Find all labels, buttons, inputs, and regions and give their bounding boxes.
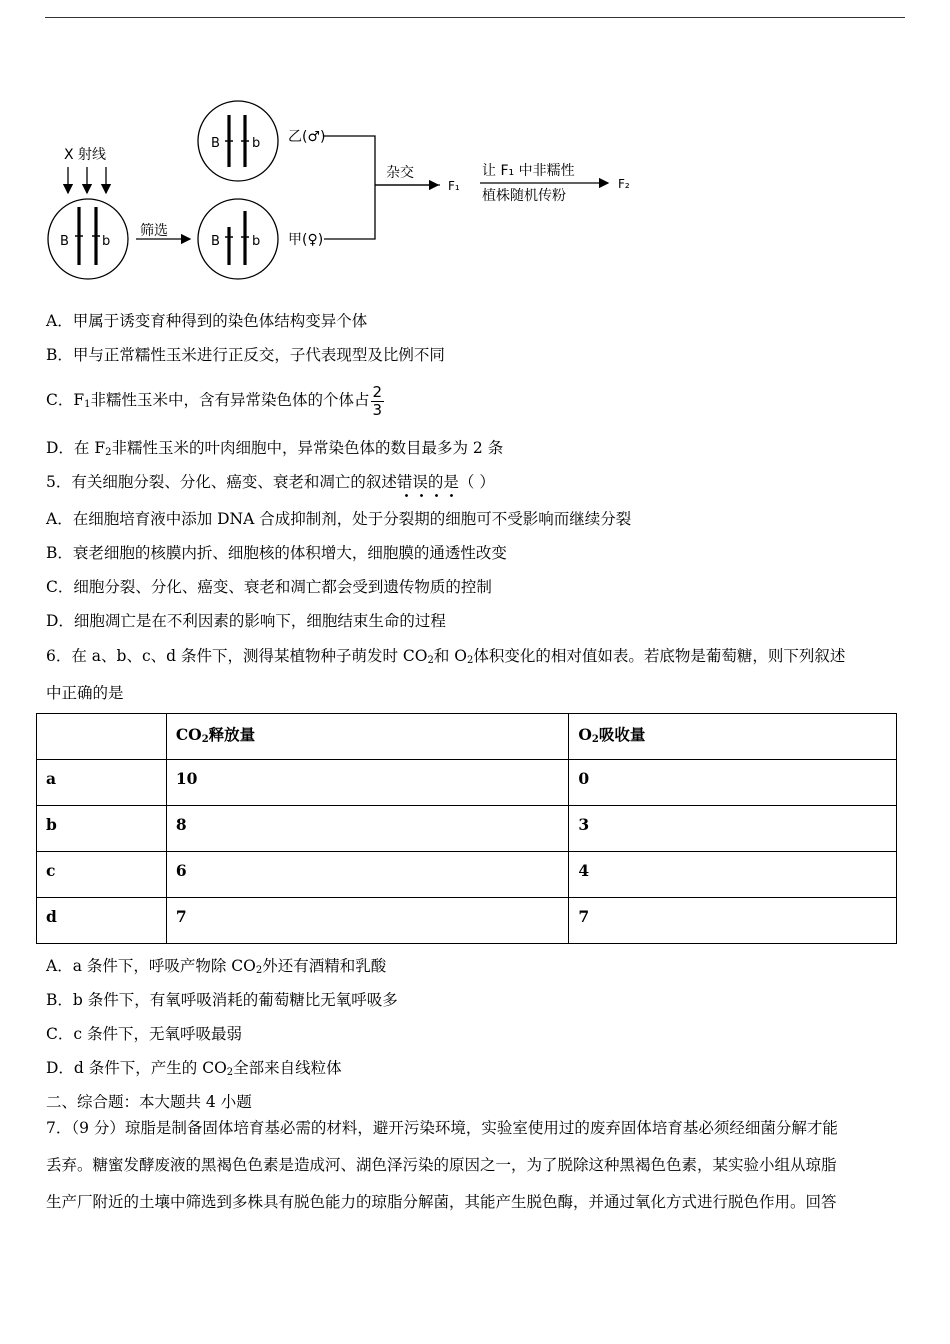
q4-option-b: B．甲与正常糯性玉米进行正反交，子代表现型及比例不同 — [46, 346, 445, 364]
table-header-o2 — [569, 714, 897, 760]
table-header-co2 — [166, 714, 569, 760]
cell-yi — [198, 101, 278, 181]
q6-option-c: C．c 条件下，无氧呼吸最弱 — [46, 1025, 242, 1043]
q6-option-d-text: D．d 条件下，产生的 CO — [46, 1059, 227, 1077]
step-line1: 让 F₁ 中非糯性 — [482, 163, 575, 179]
table-cell-co2: 10 — [166, 760, 569, 806]
table-header-cell — [37, 714, 167, 760]
q5-emphasis: 错误的是 — [396, 473, 459, 491]
q4-option-d — [46, 438, 503, 463]
header-text: O — [578, 725, 592, 744]
table-header-row — [37, 714, 897, 760]
q6-stem-text: 和 O — [433, 647, 467, 665]
q7-line: 丢弃。糖蜜发酵废液的黑褐色色素是造成河、湖色泽污染的原因之一，为了脱除这种黑褐色色素，某实验小组从琼脂 — [46, 1156, 837, 1174]
allele-b: b — [252, 136, 261, 151]
header-text: 吸收量 — [598, 725, 646, 744]
table-cell-condition: a — [37, 760, 167, 806]
allele-B: B — [60, 234, 69, 249]
q4-option-c-text: 非糯性玉米中，含有异常染色体的个体占 — [90, 391, 370, 409]
table-cell-condition: d — [37, 898, 167, 944]
q4-option-a: A．甲属于诱变育种得到的染色体结构变异个体 — [46, 312, 368, 330]
table-row — [37, 898, 897, 944]
table-row — [37, 806, 897, 852]
cell-jia — [198, 199, 278, 279]
q5-option-c: C．细胞分裂、分化、癌变、衰老和凋亡都会受到遗传物质的控制 — [46, 578, 492, 596]
table-cell-o2: 0 — [569, 760, 897, 806]
q6-stem-text: 6．在 a、b、c、d 条件下，测得某植物种子萌发时 CO — [46, 647, 428, 665]
q5-option-a: A．在细胞培育液中添加 DNA 合成抑制剂，处于分裂期的细胞可不受影响而继续分裂 — [46, 510, 632, 528]
q5-option-d: D．细胞凋亡是在不利因素的影响下，细胞结束生命的过程 — [46, 612, 446, 630]
cross-bracket — [324, 136, 440, 239]
q6-stem-line2: 中正确的是 — [46, 684, 124, 702]
allele-b: b — [252, 234, 261, 249]
subscript: 1 — [84, 399, 91, 410]
table-cell-o2: 3 — [569, 806, 897, 852]
q6-option-a-text: A．a 条件下，呼吸产物除 CO — [46, 957, 256, 975]
q4-option-d-prefix: D．在 F — [46, 439, 106, 457]
section-heading: 二、综合题：本大题共 4 小题 — [46, 1093, 252, 1111]
header-rule — [45, 17, 905, 18]
q7-line: 7．（9 分）琼脂是制备固体培育基必需的材料，避开污染环境，实验室使用过的废弃固体培育基必须经细菌分解才能 — [46, 1119, 838, 1137]
subscript: 2 — [427, 655, 434, 666]
gas-exchange-table — [36, 713, 897, 944]
q6-option-d — [46, 1058, 342, 1083]
q5-option-b: B．衰老细胞的核膜内折、细胞核的体积增大，细胞膜的通透性改变 — [46, 544, 507, 562]
subscript: 2 — [467, 655, 474, 666]
allele-B: B — [211, 234, 220, 249]
q5-answer-blank: （ ） — [458, 473, 495, 491]
fraction-numerator: 2 — [372, 382, 383, 401]
screen-label: 筛选 — [140, 223, 168, 239]
table-cell-co2: 7 — [166, 898, 569, 944]
table-cell-condition: c — [37, 852, 167, 898]
subscript: 2 — [226, 1067, 234, 1078]
q6-option-a-text: 外还有酒精和乳酸 — [262, 957, 387, 975]
f2-label: F₂ — [618, 177, 630, 191]
q6-stem — [46, 646, 845, 671]
table-cell-co2: 8 — [166, 806, 569, 852]
allele-B: B — [211, 136, 220, 151]
q6-option-b: B．b 条件下，有氧呼吸消耗的葡萄糖比无氧呼吸多 — [46, 991, 398, 1009]
q5-stem — [46, 472, 495, 492]
subscript: 2 — [591, 734, 599, 745]
table-cell-co2: 6 — [166, 852, 569, 898]
xray-label: X 射线 — [64, 147, 107, 163]
fraction-denominator: 3 — [372, 400, 383, 419]
genetics-diagram — [40, 95, 660, 290]
step-line2: 植株随机传粉 — [482, 188, 566, 204]
table-cell-condition: b — [37, 806, 167, 852]
subscript: 2 — [255, 965, 263, 976]
header-text: 释放量 — [208, 725, 256, 744]
q6-option-d-text: 全部来自线粒体 — [233, 1059, 342, 1077]
q4-option-c — [46, 380, 384, 425]
subscript: 2 — [201, 734, 209, 745]
q4-option-d-text: 非糯性玉米的叶肉细胞中，异常染色体的数目最多为 2 条 — [111, 439, 504, 457]
jia-label: 甲(♀) — [288, 232, 324, 248]
q7-line: 生产厂附近的土壤中筛选到多株具有脱色能力的琼脂分解菌，其能产生脱色酶，并通过氧化方式进行脱色作用。回答 — [46, 1193, 837, 1211]
q4-option-c-prefix: C．F — [46, 391, 85, 409]
cross-label: 杂交 — [386, 165, 414, 181]
table-cell-o2: 4 — [569, 852, 897, 898]
q5-stem-text: 5．有关细胞分裂、分化、癌变、衰老和凋亡的叙述 — [46, 473, 397, 491]
table-row — [37, 760, 897, 806]
subscript: 2 — [105, 447, 112, 458]
table-row — [37, 852, 897, 898]
table-cell-o2: 7 — [569, 898, 897, 944]
q6-option-a — [46, 956, 386, 981]
header-text: CO — [175, 725, 202, 744]
fraction — [371, 384, 385, 419]
q6-stem-text: 体积变化的相对值如表。若底物是葡萄糖，则下列叙述 — [473, 647, 846, 665]
f1-label: F₁ — [448, 179, 460, 193]
yi-label: 乙(♂) — [288, 129, 326, 145]
allele-b: b — [102, 234, 111, 249]
